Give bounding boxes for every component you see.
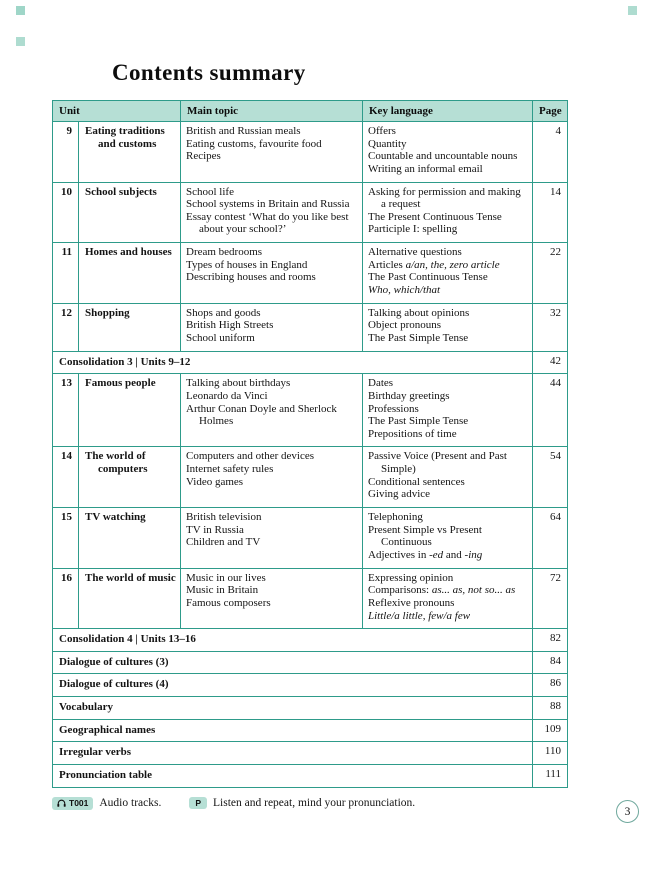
unit-number: 10 xyxy=(53,182,79,243)
main-topic-cell xyxy=(181,508,363,569)
unit-title-cell xyxy=(79,374,181,447)
contents-area xyxy=(52,100,567,810)
page-number-cell: 111 xyxy=(533,764,568,787)
page-number-cell: 86 xyxy=(533,674,568,697)
unit-title: Homes and houses xyxy=(85,246,172,259)
text-line xyxy=(368,549,527,562)
text-line: TV in Russia xyxy=(186,523,244,536)
unit-number: 13 xyxy=(53,374,79,447)
text-line: Birthday greetings xyxy=(368,389,450,402)
text-line: British television xyxy=(186,511,262,524)
header-row xyxy=(53,101,568,122)
text-line: Alternative questions xyxy=(368,246,462,259)
text-line: Conditional sentences xyxy=(368,475,465,488)
page-number-cell: 110 xyxy=(533,742,568,765)
unit-row xyxy=(53,182,568,243)
audio-badge-label: T001 xyxy=(69,797,89,808)
text-line: Expressing opinion xyxy=(368,571,454,584)
page-number-cell: 64 xyxy=(533,508,568,569)
text-line: The Past Continuous Tense xyxy=(368,271,488,284)
unit-title: Famous people xyxy=(85,377,156,390)
unit-row xyxy=(53,303,568,351)
text-line: School uniform xyxy=(186,331,255,344)
unit-title-cell xyxy=(79,122,181,183)
text-line: The Past Simple Tense xyxy=(368,415,469,428)
text-line: Participle I: spelling xyxy=(368,223,458,236)
text-line: Video games xyxy=(186,475,244,488)
page-number-cell: 22 xyxy=(533,243,568,304)
italic-text-segment: Who, which/that xyxy=(368,284,441,297)
text-line: British High Streets xyxy=(186,319,274,332)
header-main-topic: Main topic xyxy=(181,101,363,122)
page-number-cell: 44 xyxy=(533,374,568,447)
text-line: Offers xyxy=(368,125,396,137)
text-line: Computers and other devices xyxy=(186,450,314,463)
text-line: Talking about opinions xyxy=(368,306,470,319)
page-number-cell: 14 xyxy=(533,182,568,243)
unit-row xyxy=(53,374,568,447)
unit-title: TV watching xyxy=(85,511,146,524)
page-number-cell: 4 xyxy=(533,122,568,183)
text-line xyxy=(368,610,527,623)
section-row xyxy=(53,719,568,742)
audio-track-badge xyxy=(52,797,93,810)
section-row xyxy=(53,674,568,697)
page-number-cell: 109 xyxy=(533,719,568,742)
unit-number: 15 xyxy=(53,508,79,569)
header-page: Page xyxy=(533,101,568,122)
text-line: Prepositions of time xyxy=(368,427,457,440)
text-segment: Comparisons: xyxy=(368,584,432,597)
text-segment: and xyxy=(443,548,465,561)
text-line: Recipes xyxy=(186,150,221,163)
text-line: Object pronouns xyxy=(368,319,442,332)
text-line: Music in our lives xyxy=(186,571,266,584)
italic-text-segment: as... as, not so... as xyxy=(431,584,516,597)
unit-number: 14 xyxy=(53,447,79,508)
text-line: Children and TV xyxy=(186,536,261,549)
text-line: Talking about birthdays xyxy=(186,377,291,390)
text-line: Eating customs, favourite food xyxy=(186,137,322,150)
text-segment: Articles xyxy=(368,258,406,271)
key-language-cell xyxy=(363,243,533,304)
italic-text-segment: Little/a little, few/a few xyxy=(368,609,471,622)
key-language-cell xyxy=(363,568,533,629)
unit-title: Eating traditions and customs xyxy=(85,125,165,150)
header-unit: Unit xyxy=(53,101,181,122)
unit-title-cell xyxy=(79,303,181,351)
text-line xyxy=(368,259,527,272)
unit-title-cell xyxy=(79,182,181,243)
text-line: School systems in Britain and Russia xyxy=(186,198,350,211)
text-line xyxy=(368,284,527,297)
section-label: Vocabulary xyxy=(53,697,533,720)
page-number-cell: 42 xyxy=(533,351,568,374)
section-row xyxy=(53,742,568,765)
text-line: The Past Simple Tense xyxy=(368,331,469,344)
key-language-cell xyxy=(363,122,533,183)
text-line: Quantity xyxy=(368,137,407,150)
page-title: Contents summary xyxy=(112,60,306,85)
unit-title: The world of music xyxy=(85,571,176,584)
text-line: British and Russian meals xyxy=(186,125,301,137)
text-line: Types of houses in England xyxy=(186,258,308,271)
text-line: Internet safety rules xyxy=(186,463,274,476)
text-segment: Adjectives in xyxy=(368,548,430,561)
pronunciation-badge-label: P xyxy=(195,797,202,808)
main-topic-cell xyxy=(181,447,363,508)
section-label: Consolidation 3 | Units 9–12 xyxy=(53,351,533,374)
text-line: School life xyxy=(186,185,234,198)
text-line: Describing houses and rooms xyxy=(186,271,316,284)
unit-title: School subjects xyxy=(85,185,157,198)
main-topic-cell xyxy=(181,374,363,447)
main-topic-cell xyxy=(181,568,363,629)
key-language-cell xyxy=(363,447,533,508)
page-number-cell: 54 xyxy=(533,447,568,508)
unit-row xyxy=(53,243,568,304)
unit-title-cell xyxy=(79,508,181,569)
text-line: Reflexive pronouns xyxy=(368,596,455,609)
text-line: Essay contest ‘What do you like best about your school?’ xyxy=(186,210,349,236)
decorative-square-top-right xyxy=(628,6,637,15)
text-line: Writing an informal email xyxy=(368,162,483,175)
unit-title: Shopping xyxy=(85,306,130,319)
decorative-square-top-left xyxy=(16,6,25,15)
page-number-circle xyxy=(616,800,639,823)
headphones-icon xyxy=(57,799,66,808)
section-row xyxy=(53,764,568,787)
text-line: Dates xyxy=(368,377,394,390)
page-number: 3 xyxy=(624,805,631,818)
legend-footer xyxy=(52,797,567,810)
main-topic-cell xyxy=(181,122,363,183)
unit-row xyxy=(53,508,568,569)
unit-title-cell xyxy=(79,243,181,304)
italic-text-segment: -ing xyxy=(464,548,483,561)
unit-row xyxy=(53,447,568,508)
text-line: Leonardo da Vinci xyxy=(186,389,268,402)
text-line: Countable and uncountable nouns xyxy=(368,150,518,163)
section-label: Geographical names xyxy=(53,719,533,742)
unit-title-cell xyxy=(79,568,181,629)
section-row xyxy=(53,629,568,652)
text-line: Passive Voice (Present and Past Simple) xyxy=(368,450,507,476)
text-line: Shops and goods xyxy=(186,306,261,319)
page-number-cell: 84 xyxy=(533,651,568,674)
italic-text-segment: -ed xyxy=(429,548,444,561)
unit-title-cell xyxy=(79,447,181,508)
text-line: Dream bedrooms xyxy=(186,246,263,259)
section-label: Dialogue of cultures (4) xyxy=(53,674,533,697)
unit-number: 9 xyxy=(53,122,79,183)
pronunciation-badge xyxy=(189,797,207,810)
main-topic-cell xyxy=(181,243,363,304)
text-line: Asking for permission and making a request xyxy=(368,185,521,211)
audio-legend-text: Audio tracks. xyxy=(99,797,162,810)
contents-table xyxy=(52,100,568,788)
main-topic-cell xyxy=(181,182,363,243)
text-line: Telephoning xyxy=(368,511,423,524)
page-number-cell: 32 xyxy=(533,303,568,351)
section-label: Consolidation 4 | Units 13–16 xyxy=(53,629,533,652)
text-line xyxy=(368,584,527,597)
section-row xyxy=(53,697,568,720)
text-line: Music in Britain xyxy=(186,584,259,597)
text-line: Arthur Conan Doyle and Sherlock Holmes xyxy=(186,402,337,428)
key-language-cell xyxy=(363,303,533,351)
text-line: Professions xyxy=(368,402,419,415)
section-label: Pronunciation table xyxy=(53,764,533,787)
decorative-square-left xyxy=(16,37,25,46)
page-number-cell: 82 xyxy=(533,629,568,652)
italic-text-segment: a/an, the, zero article xyxy=(405,258,500,271)
key-language-cell xyxy=(363,182,533,243)
section-label: Dialogue of cultures (3) xyxy=(53,651,533,674)
section-row xyxy=(53,651,568,674)
text-line: Present Simple vs Present Continuous xyxy=(368,523,482,549)
unit-title: The world of computers xyxy=(85,450,148,476)
section-label: Irregular verbs xyxy=(53,742,533,765)
main-topic-cell xyxy=(181,303,363,351)
unit-number: 11 xyxy=(53,243,79,304)
text-line: The Present Continuous Tense xyxy=(368,210,502,223)
text-line: Giving advice xyxy=(368,488,431,501)
page-number-cell: 72 xyxy=(533,568,568,629)
pronunciation-legend-text: Listen and repeat, mind your pronunciation. xyxy=(213,797,416,810)
key-language-cell xyxy=(363,374,533,447)
section-row xyxy=(53,351,568,374)
contents-table-header xyxy=(53,101,568,122)
key-language-cell xyxy=(363,508,533,569)
unit-row xyxy=(53,568,568,629)
unit-row xyxy=(53,122,568,183)
header-key-language: Key language xyxy=(363,101,533,122)
page-number-cell: 88 xyxy=(533,697,568,720)
contents-table-body xyxy=(53,122,568,788)
text-line: Famous composers xyxy=(186,596,271,609)
unit-number: 12 xyxy=(53,303,79,351)
unit-number: 16 xyxy=(53,568,79,629)
